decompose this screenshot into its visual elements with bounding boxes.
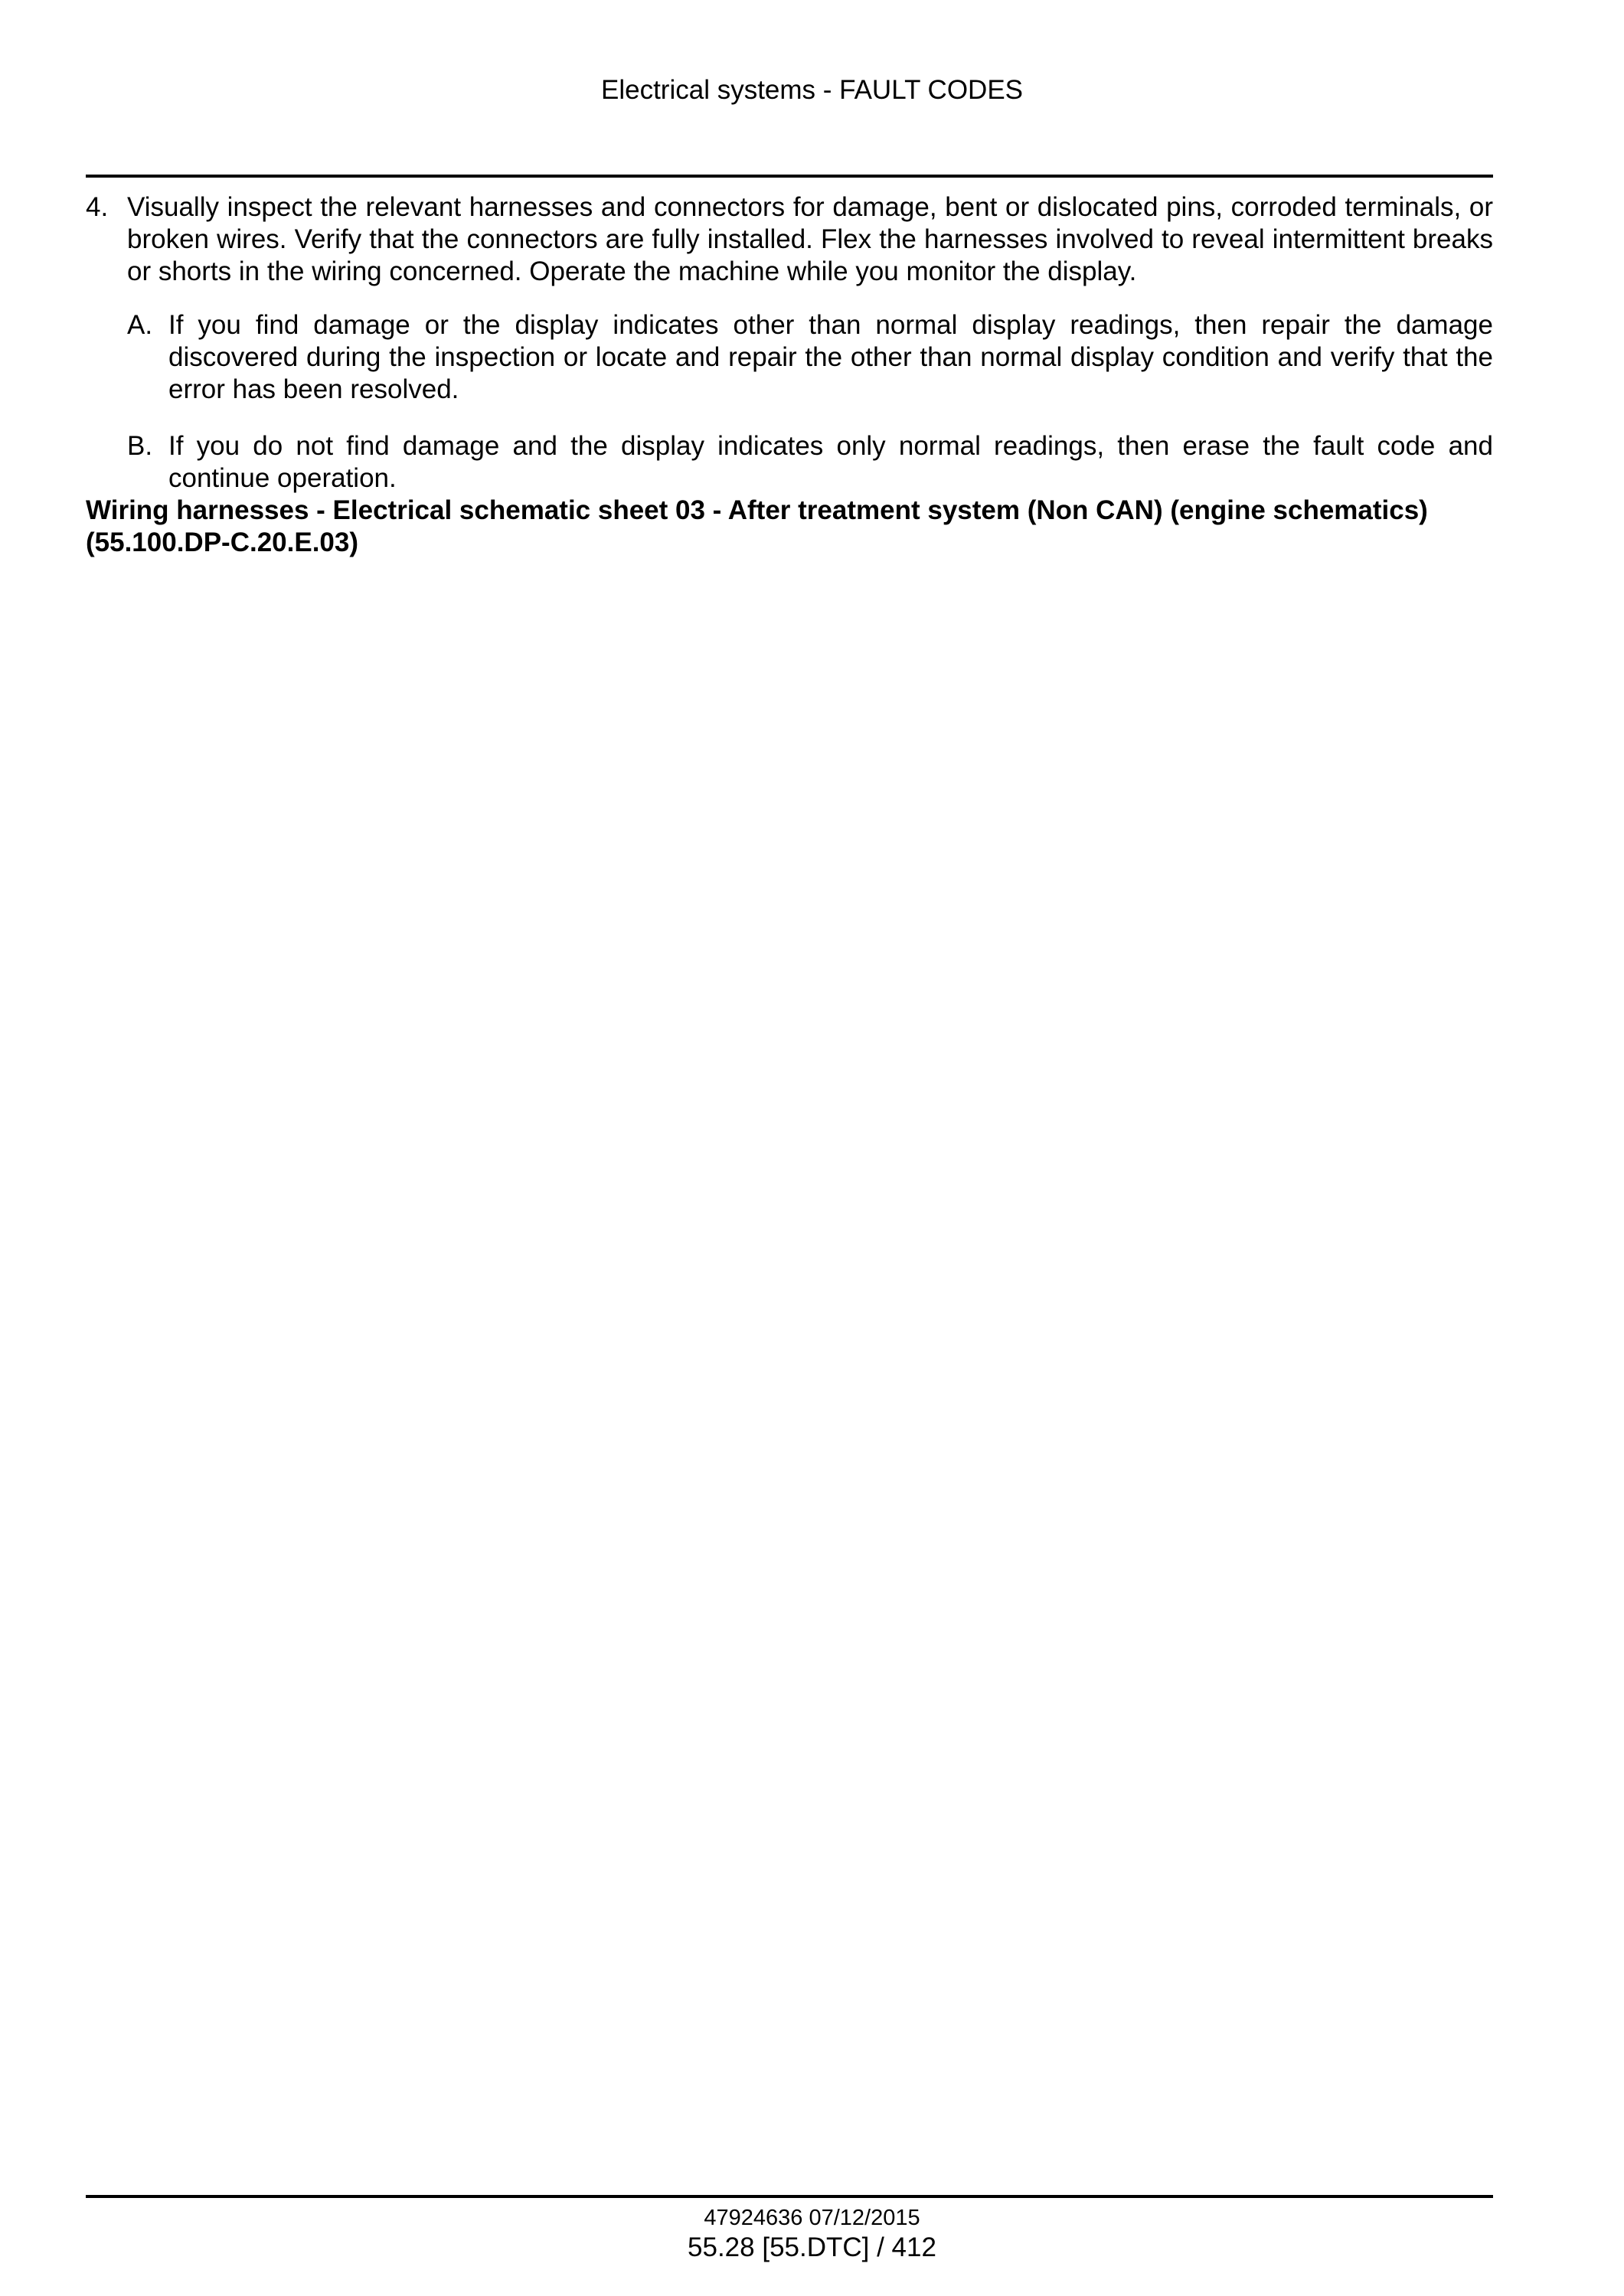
substep-a [86, 309, 1493, 406]
step-number: 4. [86, 192, 109, 222]
schematic-reference-link[interactable]: Wiring harnesses - Electrical schematic sheet 03 - After treatment system (Non CAN) (engine schematics) (55.100.DP-C.20.E.03) [86, 495, 1428, 557]
header-rule [86, 175, 1493, 178]
substep-letter: A. [127, 310, 153, 340]
footer-rule [86, 2195, 1493, 2198]
substep-letter: B. [127, 431, 153, 461]
substep-text: If you find damage or the display indicates other than normal display readings, then repair the damage discovered during the inspection or locate and repair the other than normal display condition and verify that the error has been resolved. [168, 310, 1493, 404]
footer-document-id: 47924636 07/12/2015 [704, 2206, 920, 2230]
substep-text: If you do not find damage and the display indicates only normal readings, then erase the fault code and continue operation. [168, 431, 1493, 493]
substep-b [86, 430, 1493, 495]
page-content [86, 191, 1493, 559]
step-text: Visually inspect the relevant harnesses and connectors for damage, bent or dislocated pins, corroded terminals, or broken wires. Verify that the connectors are fully installed. Flex the harnesses involved to reveal intermittent breaks or shorts in the wiring concerned. Operate the machine while you monitor the display. [127, 192, 1493, 286]
page-header-title: Electrical systems - FAULT CODES [600, 75, 1024, 105]
step-4 [86, 191, 1493, 288]
footer-page-number: 55.28 [55.DTC] / 412 [688, 2232, 936, 2262]
